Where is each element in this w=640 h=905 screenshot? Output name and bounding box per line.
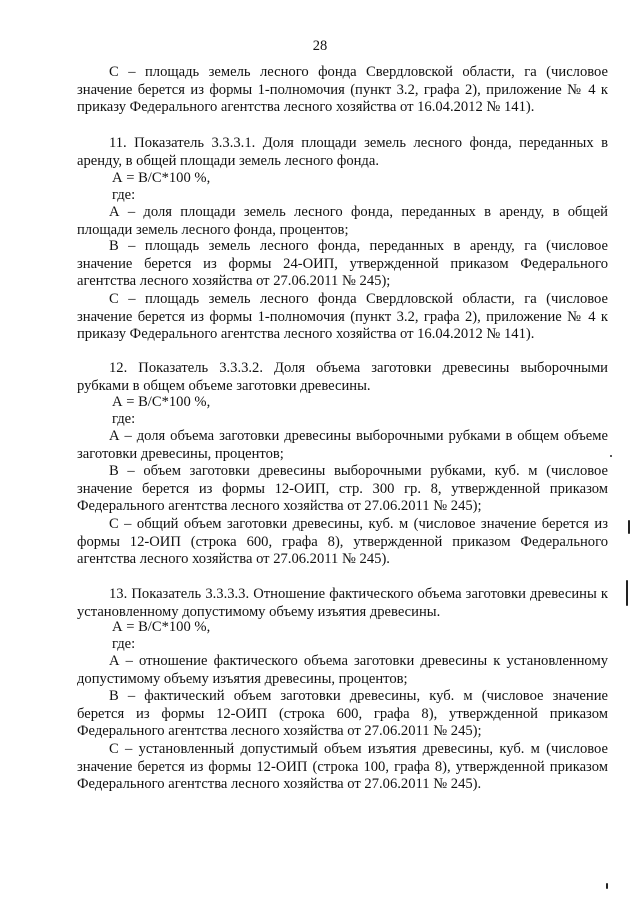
section-11-where: где: <box>112 187 136 203</box>
scan-mark <box>628 520 630 534</box>
section-11-heading: 11. Показатель 3.3.3.1. Доля площади земель лесного фонда, переданных в аренду, в общей площади земель лесного фонда. <box>77 135 608 169</box>
scan-mark <box>610 455 612 457</box>
section-12-where: где: <box>112 411 136 427</box>
section-11-variable-a: А – доля площади земель лесного фонда, переданных в аренду, в общей площади земель лесного фонда, процентов; <box>77 204 608 238</box>
scan-mark <box>626 580 628 606</box>
intro-variable-c: С – площадь земель лесного фонда Свердловской области, га (числовое значение берется из формы 1-полномочия (пункт 3.2, графа 2), приложение № 4 к приказу Федерального агентства лесного хозяйства от 16.04.2012 № 141). <box>77 64 608 116</box>
page-number: 28 <box>312 38 328 54</box>
section-13-formula: А = В/С*100 %, <box>112 619 211 635</box>
section-13-variable-c: С – установленный допустимый объем изъятия древесины, куб. м (числовое значение берется из формы 12-ОИП (строка 100, графа 8), утвержденной приказом Федерального агентства лесного хозяйства от 27.06.2011 № 245). <box>77 741 608 793</box>
section-13-where: где: <box>112 636 136 652</box>
section-11-variable-b: В – площадь земель лесного фонда, переданных в аренду, га (числовое значение берется из формы 24-ОИП, утвержденной приказом Федерального агентства лесного хозяйства от 27.06.2011 № 245); <box>77 238 608 290</box>
section-12-formula: А = В/С*100 %, <box>112 394 211 410</box>
section-13-variable-a: А – отношение фактического объема заготовки древесины к установленному допустимому объему изъятия древесины, процентов; <box>77 653 608 687</box>
section-13-heading: 13. Показатель 3.3.3.3. Отношение фактического объема заготовки древесины к установленному допустимому объему изъятия древесины. <box>77 586 608 620</box>
section-12-variable-c: С – общий объем заготовки древесины, куб. м (числовое значение берется из формы 12-ОИП (строка 600, графа 8), утвержденной приказом Федерального агентства лесного хозяйства от 27.06.2011 № 245). <box>77 516 608 568</box>
section-12-variable-b: В – объем заготовки древесины выборочными рубками, куб. м (числовое значение берется из формы 12-ОИП, стр. 300 гр. 8, утвержденной приказом Федерального агентства лесного хозяйства от 27.06.2011 № 245); <box>77 463 608 515</box>
scan-mark <box>606 883 608 889</box>
section-12-variable-a: А – доля объема заготовки древесины выборочными рубками в общем объеме заготовки древесины, процентов; <box>77 428 608 462</box>
section-11-variable-c: С – площадь земель лесного фонда Свердловской области, га (числовое значение берется из формы 1-полномочия (пункт 3.2, графа 2), приложение № 4 к приказу Федерального агентства лесного хозяйства от 16.04.2012 № 141). <box>77 291 608 343</box>
section-13-variable-b: В – фактический объем заготовки древесины, куб. м (числовое значение берется из формы 12-ОИП (строка 600, графа 8), утвержденной приказом Федерального агентства лесного хозяйства от 27.06.2011 № 245); <box>77 688 608 740</box>
section-11-formula: А = В/С*100 %, <box>112 170 211 186</box>
section-12-heading: 12. Показатель 3.3.3.2. Доля объема заготовки древесины выборочными рубками в общем объеме заготовки древесины. <box>77 360 608 394</box>
